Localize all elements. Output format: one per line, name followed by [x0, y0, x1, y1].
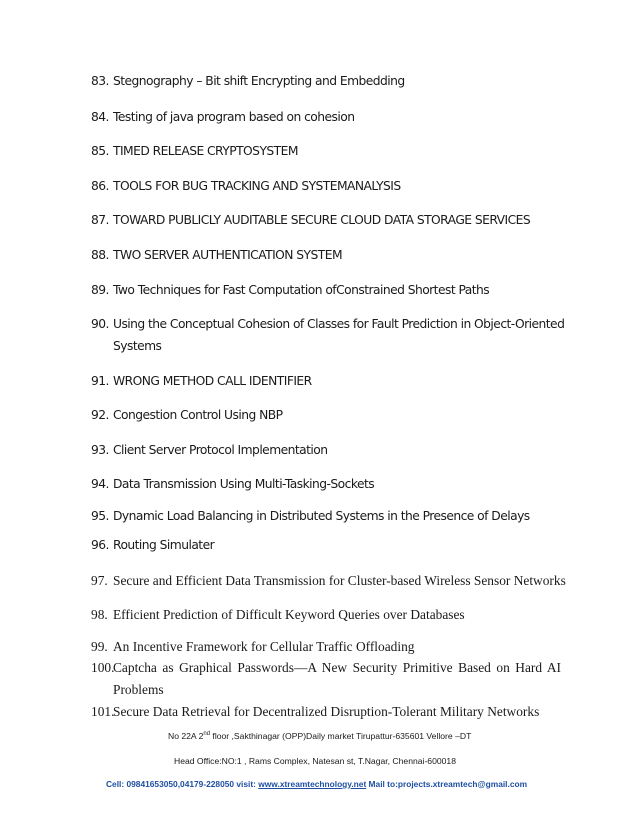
- item-title: An Incentive Framework for Cellular Traffic Offloading: [113, 639, 415, 654]
- footer-contact: [106, 779, 626, 789]
- item-number: 96.: [91, 538, 109, 552]
- item-number: 101.: [91, 704, 115, 719]
- item-number: 91.: [91, 374, 109, 388]
- item-title: Efficient Prediction of Difficult Keyword Queries over Databases: [113, 607, 465, 622]
- item-number: 83.: [91, 74, 109, 88]
- item-title: Testing of java program based on cohesion: [113, 110, 355, 124]
- item-title: Secure and Efficient Data Transmission for Cluster-based Wireless Sensor Networks: [113, 573, 566, 588]
- item-title: Captcha as Graphical Passwords—A New Security Primitive Based on Hard AI: [113, 660, 561, 675]
- footer-address-superscript: nd: [203, 731, 211, 738]
- item-number: 88.: [91, 248, 109, 262]
- item-title: TOWARD PUBLICLY AUDITABLE SECURE CLOUD DATA STORAGE SERVICES: [113, 213, 531, 227]
- item-title: Client Server Protocol Implementation: [113, 443, 328, 457]
- item-number: 86.: [91, 179, 109, 193]
- footer-head-office: Head Office:NO:1 , Rams Complex, Natesan st, T.Nagar, Chennai-600018: [174, 756, 456, 766]
- item-title: Stegnography – Bit shift Encrypting and Embedding: [113, 74, 405, 88]
- item-title: Using the Conceptual Cohesion of Classes for Fault Prediction in Object-Oriented: [113, 317, 565, 331]
- item-number: 99.: [91, 639, 108, 654]
- footer-address: [168, 731, 568, 741]
- item-number: 85.: [91, 144, 109, 158]
- item-title-continuation: Systems: [113, 339, 162, 353]
- item-title: Congestion Control Using NBP: [113, 408, 283, 422]
- item-number: 92.: [91, 408, 109, 422]
- item-number: 97.: [91, 573, 108, 588]
- footer-mail: Mail to:projects.xtreamtech@gmail.com: [366, 779, 528, 789]
- footer-address-start: No 22A 2: [168, 731, 204, 741]
- website-link[interactable]: www.xtreamtechnology.net: [258, 779, 367, 789]
- item-title: Data Transmission Using Multi-Tasking-Sockets: [113, 477, 375, 491]
- item-number: 90.: [91, 317, 109, 331]
- item-title: Two Techniques for Fast Computation ofConstrained Shortest Paths: [113, 283, 490, 297]
- item-title: TWO SERVER AUTHENTICATION SYSTEM: [113, 248, 342, 262]
- item-title: TIMED RELEASE CRYPTOSYSTEM: [113, 144, 298, 158]
- footer-cell: Cell: 09841653050,04179-228050 visit:: [106, 779, 259, 789]
- item-number: 93.: [91, 443, 109, 457]
- item-title: Dynamic Load Balancing in Distributed Systems in the Presence of Delays: [113, 509, 530, 523]
- item-number: 95.: [91, 509, 109, 523]
- item-title: WRONG METHOD CALL IDENTIFIER: [113, 374, 312, 388]
- item-number: 89.: [91, 283, 109, 297]
- item-number: 84.: [91, 110, 109, 124]
- footer-address-end: floor ,Sakthinagar (OPP)Daily market Tirupattur-635601 Vellore –DT: [210, 731, 472, 741]
- item-title: Secure Data Retrieval for Decentralized Disruption-Tolerant Military Networks: [113, 704, 540, 719]
- item-title: Routing Simulater: [113, 538, 215, 552]
- item-title: TOOLS FOR BUG TRACKING AND SYSTEMANALYSIS: [113, 179, 401, 193]
- item-number: 98.: [91, 607, 108, 622]
- item-number: 94.: [91, 477, 109, 491]
- item-number: 100.: [91, 660, 115, 675]
- item-number: 87.: [91, 213, 109, 227]
- item-title-continuation: Problems: [113, 682, 164, 697]
